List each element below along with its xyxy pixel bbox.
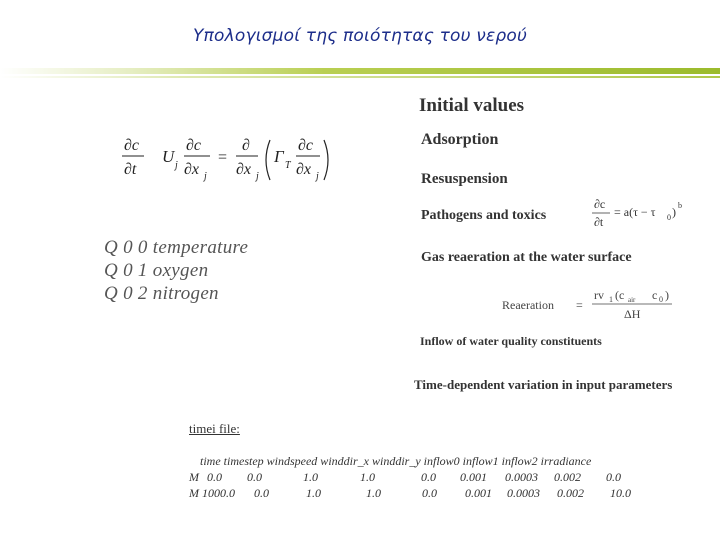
reaeration-sub1: 1 [609,295,613,304]
transport-equation [118,128,338,192]
eq-d: ∂ [242,137,250,154]
path-eq-rhs: = a(τ − τ [614,205,656,219]
eq-dx: ∂x [184,161,200,178]
timei-cell: 0.0 [207,470,222,484]
eq-gamma-sub: T [285,160,291,171]
heading-pathogens: Pathogens and toxics [421,208,547,223]
eq-U: U [162,147,175,166]
timei-cell: 0.002 [554,470,581,484]
timei-cell: 1.0 [360,470,375,484]
path-eq-num: ∂c [594,197,606,211]
slide-title: Υπολογισμοί της ποιότητας του νερού [192,26,528,46]
timei-cell: 0.0003 [505,470,538,484]
timei-file-label: timei file: [189,421,240,436]
timei-cell: 0.0 [247,470,262,484]
reaeration-sub0: 0 [659,295,663,304]
timei-cell: 10.0 [610,486,631,500]
timei-header: time timestep windspeed winddir_x winddir_y inflow0 inflow1 inflow2 irradiance [200,454,592,468]
timei-cell: 0.0 [254,486,269,500]
eq-U-sub: j [175,160,178,171]
timei-cell: 1.0 [306,486,321,500]
timei-cell: 0.0 [421,470,436,484]
timei-cell: M 1000.0 [189,486,235,500]
heading-gas-reaeration: Gas reaeration at the water surface [421,250,632,265]
eq-dt: ∂t [124,161,137,178]
timei-row [0,486,720,502]
reaeration-c0: c [652,288,658,302]
heading-resuspension: Resuspension [421,171,508,187]
reaeration-cair: (c [615,288,625,302]
timei-cell: 0.0 [606,470,621,484]
heading-adsorption: Adsorption [421,131,499,148]
path-eq-exp: b [678,201,682,210]
reaeration-equals: = [576,298,583,312]
timei-cell: 0.001 [460,470,487,484]
eq-dx3: ∂x [296,161,312,178]
eq-equals: = [218,149,228,166]
timei-cell: 1.0 [366,486,381,500]
path-eq-sub0: 0 [667,213,671,222]
timei-cell: 0.002 [557,486,584,500]
timei-cell: 0.001 [465,486,492,500]
heading-time-dependent: Time-dependent variation in input parameters [414,377,673,392]
reaeration-close: ) [665,288,669,302]
timei-cell: M [189,470,199,484]
eq-dc3: ∂c [298,137,314,154]
reaeration-sub-air: air [628,296,636,304]
reaeration-equation [500,284,680,324]
timei-cell: 1.0 [303,470,318,484]
quantity-nitrogen: Q 0 2 nitrogen [104,283,219,304]
pathogens-equation [590,194,702,234]
eq-dx-sub: j [204,171,207,182]
eq-dc2: ∂c [186,137,202,154]
heading-initial-values: Initial values [419,95,525,116]
quantity-temperature: Q 0 0 temperature [104,237,249,258]
heading-inflow: Inflow of water quality constituents [420,334,602,348]
timei-cell: 0.0003 [507,486,540,500]
timei-row [0,470,720,486]
path-eq-close: ) [672,205,676,219]
eq-dc: ∂c [124,137,140,154]
quantities-list [104,236,248,305]
title-divider-thin [0,76,720,78]
reaeration-rv: rv [594,288,604,302]
reaeration-den: ΔH [624,307,641,321]
path-eq-den: ∂t [594,215,604,229]
quantity-oxygen: Q 0 1 oxygen [104,260,209,281]
eq-dx2-sub: j [256,171,259,182]
title-divider [0,68,720,74]
eq-dx2: ∂x [236,161,252,178]
eq-gamma: Γ [274,147,284,166]
eq-dx3-sub: j [316,171,319,182]
reaeration-label: Reaeration [502,298,554,312]
timei-cell: 0.0 [422,486,437,500]
